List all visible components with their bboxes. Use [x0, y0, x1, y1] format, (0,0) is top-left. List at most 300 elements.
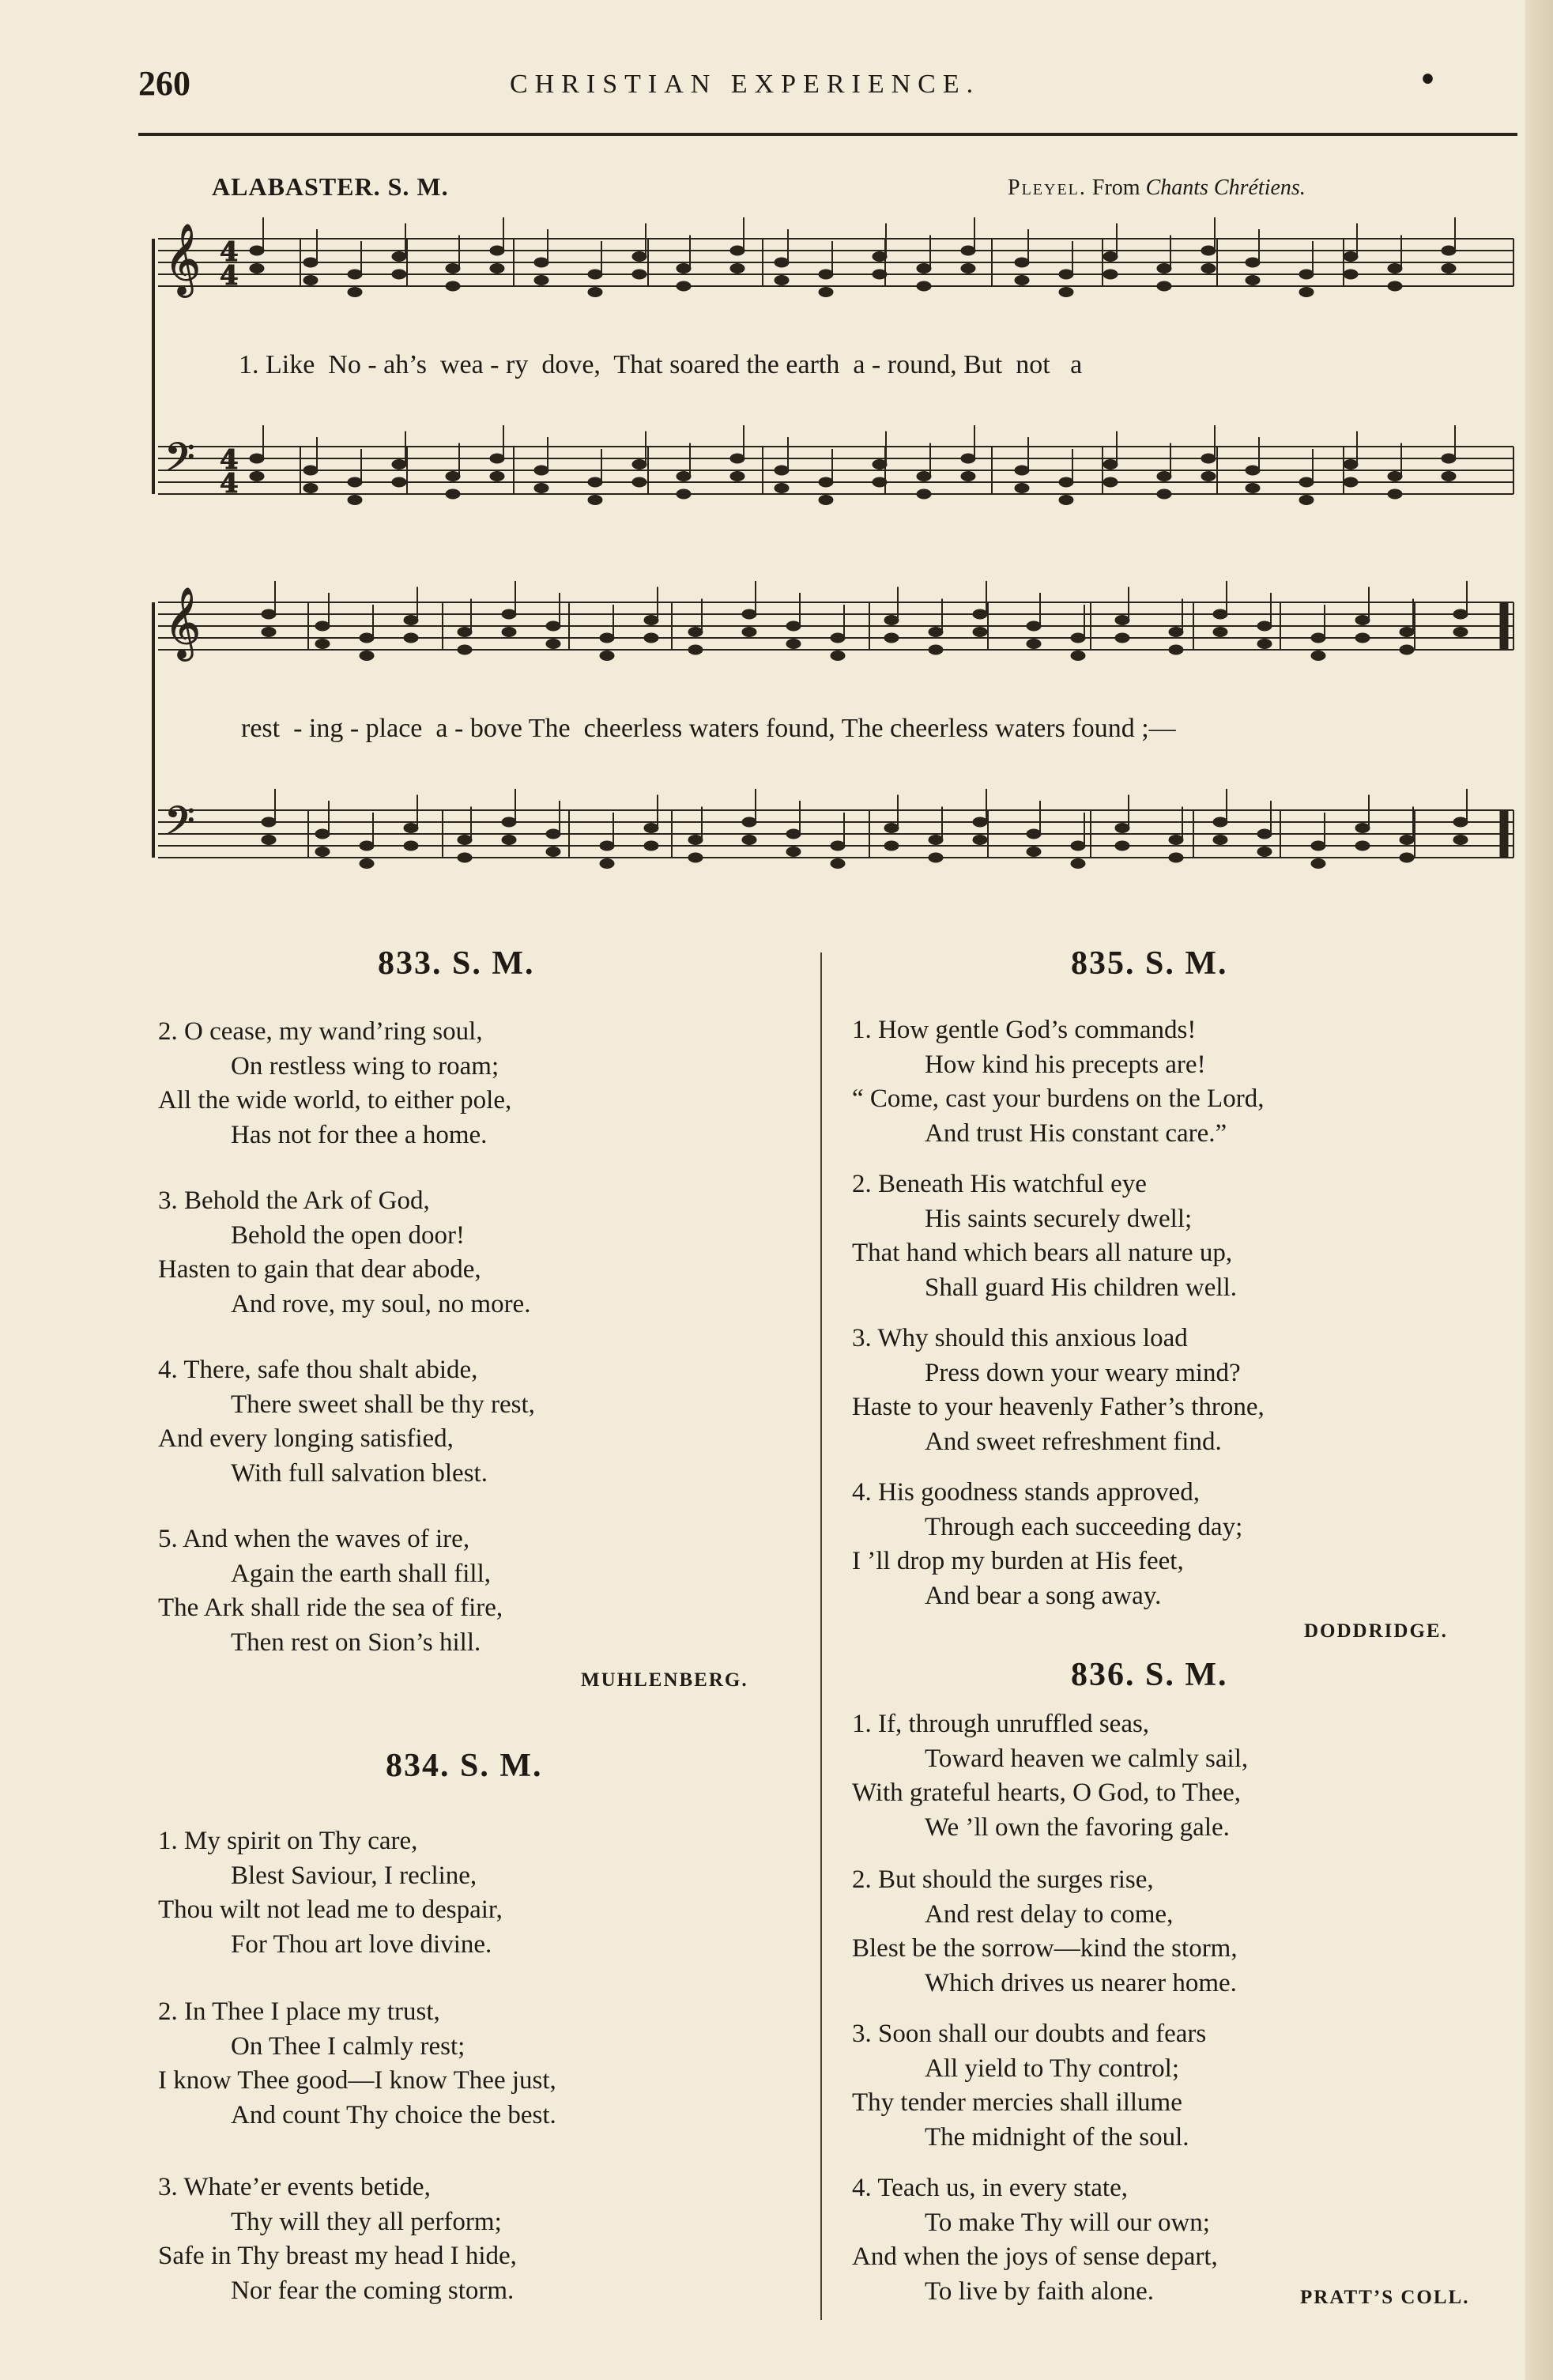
- note: [961, 454, 975, 463]
- note: [446, 281, 460, 291]
- note: [360, 651, 374, 661]
- stanza-line: There sweet shall be thy rest,: [231, 1390, 535, 1419]
- note: [1257, 829, 1272, 839]
- note: [819, 270, 833, 279]
- note: [458, 645, 472, 654]
- note: [1059, 477, 1073, 487]
- note: [250, 264, 264, 273]
- note: [831, 841, 845, 851]
- note: [884, 841, 899, 851]
- stanza-line: 1. If, through unruffled seas,: [852, 1710, 1150, 1738]
- note: [1344, 477, 1358, 487]
- note: [819, 288, 833, 297]
- bass-clef-icon: 𝄢: [164, 435, 195, 490]
- hymn-833-stanza-5: [158, 1522, 503, 1660]
- note: [1169, 645, 1183, 654]
- note: [730, 472, 744, 481]
- note: [502, 817, 516, 827]
- note: [1355, 824, 1370, 833]
- final-barline: [1500, 602, 1508, 650]
- stanza-line: That hand which bears all nature up,: [852, 1239, 1233, 1267]
- note: [688, 853, 703, 862]
- stanza-line: To make Thy will our own;: [925, 2208, 1210, 2237]
- stanza-line: I ’ll drop my burden at His feet,: [852, 1547, 1184, 1575]
- note: [458, 835, 472, 845]
- note: [1453, 609, 1468, 619]
- note: [1157, 472, 1171, 481]
- hymn-834-stanza-3: [158, 2171, 517, 2308]
- hymn-836-stanza-4: [852, 2171, 1218, 2309]
- stanza-line: Which drives us nearer home.: [925, 1968, 1237, 1997]
- note: [315, 847, 330, 857]
- stanza-line: Blest be the sorrow—kind the storm,: [852, 1934, 1238, 1963]
- hymn-834-stanza-1: [158, 1824, 503, 1962]
- note: [250, 472, 264, 481]
- hymn-836-author: PRATT’S COLL.: [1300, 2287, 1470, 2308]
- note: [873, 460, 887, 470]
- note: [1027, 829, 1041, 839]
- note: [973, 817, 987, 827]
- stanza-line: 2. In Thee I place my trust,: [158, 1997, 440, 2026]
- stanza-line: 4. There, safe thou shalt abide,: [158, 1356, 478, 1384]
- note: [546, 639, 560, 649]
- note: [831, 633, 845, 643]
- note: [730, 246, 744, 255]
- running-title: CHRISTIAN EXPERIENCE.: [510, 70, 981, 99]
- note: [490, 246, 504, 255]
- note: [1388, 281, 1402, 291]
- note: [392, 460, 406, 470]
- note: [1400, 628, 1414, 637]
- note: [1157, 281, 1171, 291]
- stanza-line: His saints securely dwell;: [925, 1204, 1193, 1233]
- note: [775, 484, 789, 493]
- note: [490, 264, 504, 273]
- note: [1355, 633, 1370, 643]
- hymn-836-stanza-1: [852, 1707, 1248, 1845]
- note: [1157, 264, 1171, 273]
- stanza-line: Through each succeeding day;: [925, 1512, 1243, 1541]
- note: [1213, 628, 1227, 637]
- note: [1213, 817, 1227, 827]
- note: [502, 835, 516, 845]
- note: [392, 252, 406, 262]
- note: [1388, 489, 1402, 499]
- note: [1442, 264, 1456, 273]
- note: [742, 817, 756, 827]
- stanza-line: And trust His constant care.”: [925, 1118, 1227, 1148]
- tune-composer: Pleyel.: [1008, 175, 1087, 200]
- note: [1453, 835, 1468, 845]
- note: [917, 489, 931, 499]
- note: [404, 616, 418, 625]
- note: [929, 628, 943, 637]
- stanza-line: Hasten to gain that dear abode,: [158, 1255, 481, 1284]
- note: [588, 288, 602, 297]
- note: [1027, 847, 1041, 857]
- note: [831, 651, 845, 661]
- stanza-line: The midnight of the soul.: [925, 2122, 1189, 2152]
- stanza-line: 4. Teach us, in every state,: [852, 2174, 1128, 2202]
- note: [1169, 835, 1183, 845]
- note: [786, 639, 801, 649]
- hymn-836-stanza-2: [852, 1863, 1238, 2001]
- note: [1027, 639, 1041, 649]
- stanza-line: On restless wing to roam;: [231, 1051, 499, 1081]
- tune-source-title: Chants Chrétiens.: [1145, 175, 1306, 200]
- note: [973, 628, 987, 637]
- note: [730, 264, 744, 273]
- note: [1355, 616, 1370, 625]
- note: [262, 609, 276, 619]
- music-score: [0, 0, 1553, 933]
- hymn-835-number: 835. S. M.: [1071, 945, 1228, 982]
- note: [1115, 841, 1129, 851]
- note: [917, 264, 931, 273]
- stanza-line: 1. My spirit on Thy care,: [158, 1827, 418, 1855]
- note: [404, 841, 418, 851]
- note: [1442, 454, 1456, 463]
- note: [1311, 651, 1325, 661]
- note: [546, 621, 560, 631]
- note: [873, 252, 887, 262]
- note: [1027, 621, 1041, 631]
- note: [534, 484, 548, 493]
- hymn-833-number: 833. S. M.: [378, 945, 535, 982]
- note: [1400, 835, 1414, 845]
- stanza-line: “ Come, cast your burdens on the Lord,: [852, 1084, 1265, 1113]
- note: [1059, 270, 1073, 279]
- note: [1201, 454, 1216, 463]
- note: [786, 829, 801, 839]
- note: [250, 246, 264, 255]
- stanza-line: 4. His goodness stands approved,: [852, 1478, 1200, 1507]
- note: [1169, 628, 1183, 637]
- stanza-line: Thy tender mercies shall illume: [852, 2088, 1182, 2117]
- note: [884, 633, 899, 643]
- note: [360, 859, 374, 869]
- stanza-line: With grateful hearts, O God, to Thee,: [852, 1778, 1242, 1807]
- note: [404, 633, 418, 643]
- stanza-line: 3. Whate’er events betide,: [158, 2173, 431, 2201]
- note: [961, 472, 975, 481]
- note: [677, 472, 691, 481]
- stanza-line: And bear a song away.: [925, 1581, 1162, 1610]
- stanza-line: And rove, my soul, no more.: [231, 1289, 531, 1318]
- note: [1059, 496, 1073, 505]
- note: [315, 829, 330, 839]
- header-ornament: •: [1419, 63, 1438, 96]
- note: [1311, 859, 1325, 869]
- note: [1103, 252, 1118, 262]
- note: [1246, 466, 1260, 475]
- note: [688, 628, 703, 637]
- treble-clef-icon: 𝄞: [164, 587, 202, 658]
- stanza-line: And count Thy choice the best.: [231, 2100, 556, 2129]
- note: [546, 847, 560, 857]
- note: [1103, 460, 1118, 470]
- note: [502, 628, 516, 637]
- hymn-835-stanza-4: [852, 1476, 1242, 1613]
- note: [1344, 460, 1358, 470]
- note: [1015, 258, 1029, 267]
- note: [873, 477, 887, 487]
- note: [600, 633, 614, 643]
- note: [1344, 270, 1358, 279]
- note: [1355, 841, 1370, 851]
- note: [392, 477, 406, 487]
- stanza-line: Has not for thee a home.: [231, 1120, 488, 1149]
- note: [644, 824, 658, 833]
- note: [360, 841, 374, 851]
- stanza-line: And every longing satisfied,: [158, 1424, 454, 1453]
- note: [632, 252, 646, 262]
- stanza-line: How kind his precepts are!: [925, 1050, 1206, 1079]
- hymn-833-stanza-3: [158, 1184, 530, 1322]
- hymn-834-number: 834. S. M.: [386, 1748, 543, 1784]
- note: [1257, 847, 1272, 857]
- stanza-line: 2. Beneath His watchful eye: [852, 1170, 1147, 1198]
- stanza-line: For Thou art love divine.: [231, 1929, 492, 1959]
- note: [315, 621, 330, 631]
- note: [1169, 853, 1183, 862]
- note: [1299, 288, 1314, 297]
- note: [446, 472, 460, 481]
- time-signature: 4: [220, 260, 239, 292]
- hymn-835-stanza-2: [852, 1167, 1237, 1305]
- note: [588, 477, 602, 487]
- note: [973, 835, 987, 845]
- stanza-line: 3. Soon shall our doubts and fears: [852, 2020, 1207, 2048]
- note: [1453, 817, 1468, 827]
- note: [1299, 477, 1314, 487]
- stanza-line: We ’ll own the favoring gale.: [925, 1812, 1230, 1842]
- hymn-833-stanza-4: [158, 1353, 535, 1491]
- note: [446, 489, 460, 499]
- note: [1388, 264, 1402, 273]
- note: [262, 628, 276, 637]
- note: [1157, 489, 1171, 499]
- note: [973, 609, 987, 619]
- note: [917, 472, 931, 481]
- note: [644, 633, 658, 643]
- stanza-line: All the wide world, to either pole,: [158, 1086, 512, 1115]
- note: [303, 276, 318, 285]
- note: [458, 853, 472, 862]
- hymn-835-stanza-3: [852, 1322, 1265, 1459]
- note: [1246, 276, 1260, 285]
- column-divider: [820, 952, 822, 2320]
- stanza-line: And sweet refreshment find.: [925, 1427, 1222, 1456]
- stanza-line: Shall guard His children well.: [925, 1273, 1238, 1302]
- note: [929, 835, 943, 845]
- note: [1246, 484, 1260, 493]
- stanza-line: And when the joys of sense depart,: [852, 2242, 1218, 2271]
- note: [1257, 639, 1272, 649]
- stanza-line: Toward heaven we calmly sail,: [925, 1744, 1249, 1773]
- note: [632, 477, 646, 487]
- stanza-line: Then rest on Sion’s hill.: [231, 1628, 481, 1657]
- note: [819, 477, 833, 487]
- note: [819, 496, 833, 505]
- note: [1201, 246, 1216, 255]
- note: [929, 645, 943, 654]
- note: [644, 616, 658, 625]
- hymn-833-author: MUHLENBERG.: [581, 1669, 748, 1691]
- note: [348, 270, 362, 279]
- note: [1299, 270, 1314, 279]
- note: [303, 466, 318, 475]
- bass-clef-icon: 𝄢: [164, 798, 195, 854]
- stanza-line: Again the earth shall fill,: [231, 1559, 491, 1588]
- page-number: 260: [138, 64, 190, 103]
- note: [730, 454, 744, 463]
- note: [632, 270, 646, 279]
- note: [502, 609, 516, 619]
- note: [250, 454, 264, 463]
- time-signature: 4: [220, 236, 239, 268]
- note: [1015, 484, 1029, 493]
- note: [315, 639, 330, 649]
- stanza-line: Haste to your heavenly Father’s throne,: [852, 1393, 1265, 1421]
- note: [1103, 270, 1118, 279]
- note: [348, 288, 362, 297]
- note: [1071, 633, 1085, 643]
- stanza-line: The Ark shall ride the sea of fire,: [158, 1594, 503, 1622]
- tune-lyrics-line-1: 1. Like No - ah’s wea - ry dove, That soared the earth a - round, But not a: [239, 350, 1083, 379]
- note: [1115, 616, 1129, 625]
- note: [831, 859, 845, 869]
- note: [1071, 859, 1085, 869]
- note: [917, 281, 931, 291]
- note: [1015, 466, 1029, 475]
- note: [1311, 841, 1325, 851]
- note: [1453, 628, 1468, 637]
- hymn-836-number: 836. S. M.: [1071, 1657, 1228, 1693]
- note: [1400, 853, 1414, 862]
- note: [1115, 633, 1129, 643]
- stanza-line: 2. O cease, my wand’ring soul,: [158, 1017, 483, 1046]
- note: [884, 616, 899, 625]
- tune-lyrics-line-2: rest - ing - place a - bove The cheerless waters found, The cheerless waters found ;—: [241, 714, 1176, 743]
- treble-clef-icon: 𝄞: [164, 224, 202, 295]
- note: [929, 853, 943, 862]
- hymn-834-stanza-2: [158, 1995, 556, 2133]
- stanza-line: Safe in Thy breast my head I hide,: [158, 2242, 517, 2270]
- note: [632, 460, 646, 470]
- note: [534, 258, 548, 267]
- tune-source-prefix: From: [1091, 175, 1140, 200]
- note: [1115, 824, 1129, 833]
- hymn-833-stanza-2: [158, 1015, 511, 1152]
- note: [1442, 246, 1456, 255]
- note: [775, 258, 789, 267]
- note: [348, 477, 362, 487]
- note: [1299, 496, 1314, 505]
- note: [588, 270, 602, 279]
- stanza-line: Nor fear the coming storm.: [231, 2276, 515, 2305]
- note: [534, 276, 548, 285]
- hymn-835-author: DODDRIDGE.: [1304, 1620, 1448, 1642]
- note: [1246, 258, 1260, 267]
- time-signature: 4: [220, 444, 239, 476]
- note: [961, 246, 975, 255]
- stanza-line: On Thee I calmly rest;: [231, 2031, 466, 2061]
- note: [1071, 841, 1085, 851]
- note: [262, 817, 276, 827]
- note: [688, 645, 703, 654]
- stanza-line: All yield to Thy control;: [925, 2054, 1180, 2083]
- note: [884, 824, 899, 833]
- note: [677, 489, 691, 499]
- note: [600, 651, 614, 661]
- note: [644, 841, 658, 851]
- note: [392, 270, 406, 279]
- note: [600, 859, 614, 869]
- note: [1059, 288, 1073, 297]
- stanza-line: 2. But should the surges rise,: [852, 1865, 1154, 1894]
- note: [742, 628, 756, 637]
- note: [303, 258, 318, 267]
- note: [677, 264, 691, 273]
- note: [1442, 472, 1456, 481]
- note: [961, 264, 975, 273]
- note: [1071, 651, 1085, 661]
- note: [1400, 645, 1414, 654]
- stanza-line: Thy will they all perform;: [231, 2207, 502, 2236]
- note: [546, 829, 560, 839]
- note: [688, 835, 703, 845]
- note: [786, 621, 801, 631]
- hymn-835-stanza-1: [852, 1013, 1264, 1151]
- stanza-line: 1. How gentle God’s commands!: [852, 1016, 1197, 1044]
- note: [534, 466, 548, 475]
- note: [262, 835, 276, 845]
- stanza-line: 3. Why should this anxious load: [852, 1324, 1188, 1352]
- note: [775, 466, 789, 475]
- note: [600, 841, 614, 851]
- note: [1201, 264, 1216, 273]
- note: [677, 281, 691, 291]
- note: [775, 276, 789, 285]
- note: [742, 835, 756, 845]
- stanza-line: Thou wilt not lead me to despair,: [158, 1895, 503, 1924]
- tune-name: ALABASTER. S. M.: [212, 172, 449, 201]
- note: [303, 484, 318, 493]
- note: [490, 454, 504, 463]
- note: [360, 633, 374, 643]
- note: [446, 264, 460, 273]
- note: [1201, 472, 1216, 481]
- stanza-line: 3. Behold the Ark of God,: [158, 1186, 430, 1215]
- note: [786, 847, 801, 857]
- stanza-line: Press down your weary mind?: [925, 1358, 1241, 1387]
- note: [458, 628, 472, 637]
- stanza-line: And rest delay to come,: [925, 1899, 1174, 1929]
- note: [588, 496, 602, 505]
- note: [404, 824, 418, 833]
- note: [1388, 472, 1402, 481]
- note: [490, 472, 504, 481]
- stanza-line: Blest Saviour, I recline,: [231, 1861, 477, 1890]
- stanza-line: I know Thee good—I know Thee just,: [158, 2066, 556, 2095]
- stanza-line: 5. And when the waves of ire,: [158, 1525, 470, 1553]
- note: [873, 270, 887, 279]
- note: [348, 496, 362, 505]
- note: [1213, 609, 1227, 619]
- note: [742, 609, 756, 619]
- stanza-line: To live by faith alone.: [925, 2276, 1155, 2306]
